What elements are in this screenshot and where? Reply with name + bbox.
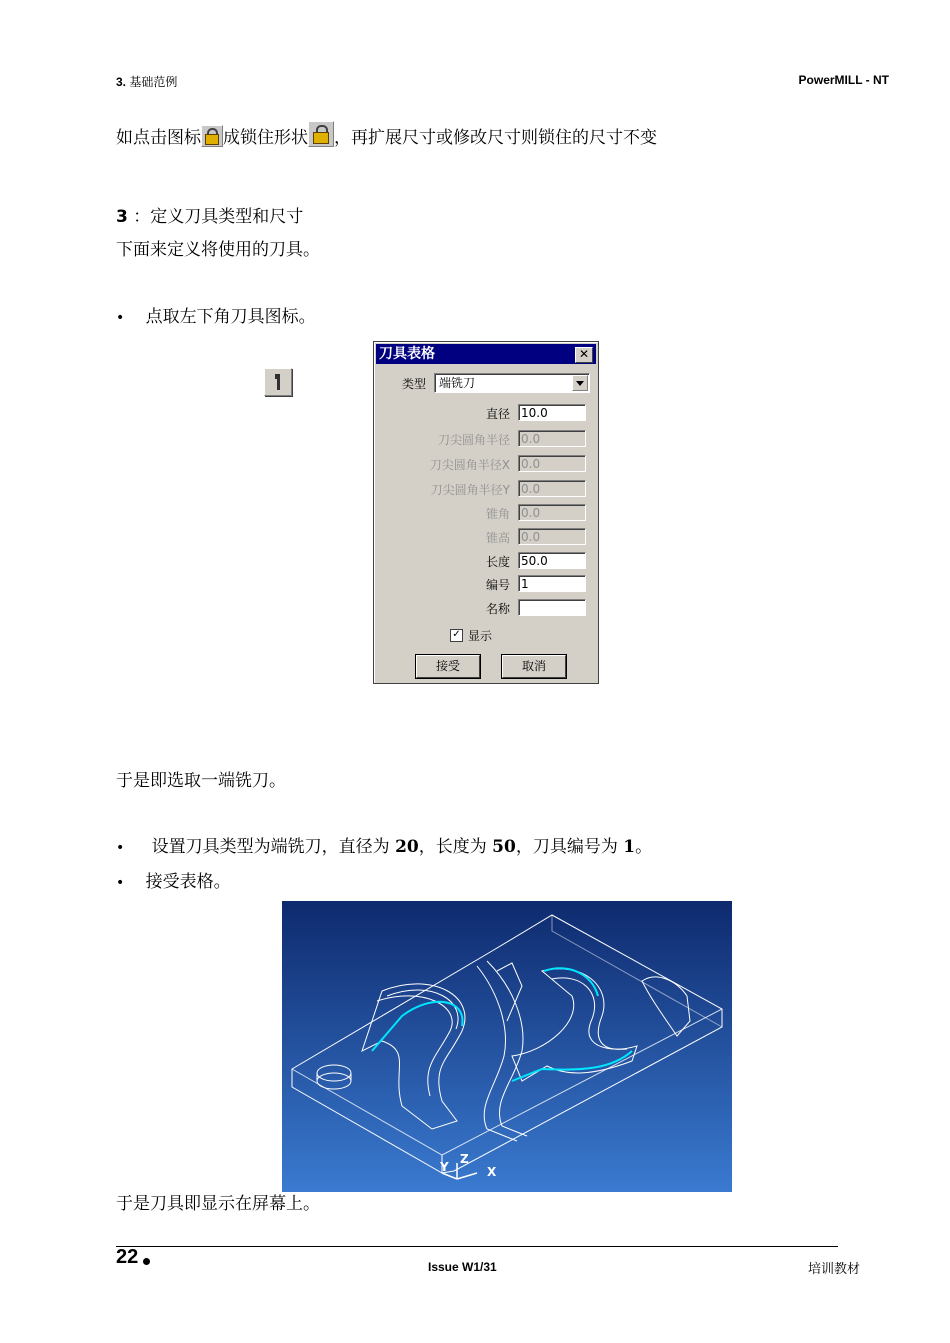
tip-radius-y-label: 刀尖圆角半径Y bbox=[430, 483, 510, 497]
chapter-heading bbox=[116, 73, 177, 90]
selection-note: 于是即选取一端铣刀。 bbox=[116, 771, 286, 791]
bullet-text: 设置刀具 bbox=[151, 837, 220, 857]
bullet-text: ， bbox=[515, 837, 533, 857]
step-number: 3 bbox=[116, 207, 128, 227]
chapter-number: 3. bbox=[116, 75, 127, 89]
taper-angle-field: 0.0 bbox=[518, 504, 586, 521]
step-heading bbox=[116, 206, 303, 228]
tip-radius-field: 0.0 bbox=[518, 430, 586, 447]
number-label: 编号 bbox=[485, 578, 510, 592]
training-label: 培训教材 bbox=[808, 1262, 861, 1277]
step-description: 下面来定义将使用的刀具。 bbox=[116, 240, 320, 260]
show-checkbox[interactable]: ✓ bbox=[450, 629, 463, 642]
bullet-text: 为 bbox=[600, 837, 624, 857]
cancel-button[interactable]: 取消 bbox=[502, 655, 566, 678]
page-dot bbox=[143, 1258, 150, 1265]
type-label: 类型 bbox=[401, 377, 426, 391]
accept-button[interactable]: 接受 bbox=[416, 655, 480, 678]
name-label: 名称 bbox=[485, 602, 510, 616]
length-label: 长度 bbox=[485, 555, 510, 569]
type-select-value: 端铣刀 bbox=[439, 376, 476, 390]
lock-text-2: 成锁住形状 bbox=[223, 128, 308, 148]
bullet-text: 为 bbox=[469, 837, 493, 857]
tip-radius-label: 刀尖圆角半径 bbox=[437, 433, 510, 447]
product-name: PowerMILL - NT bbox=[798, 73, 889, 87]
lock-text-1: 如点击图标 bbox=[116, 128, 201, 148]
bullet-text: 为 bbox=[253, 837, 271, 857]
number-field[interactable]: 1 bbox=[518, 575, 586, 592]
taper-height-field: 0.0 bbox=[518, 528, 586, 545]
bullet-item bbox=[116, 306, 316, 329]
diameter-field[interactable]: 10.0 bbox=[518, 404, 586, 421]
lock-text-3: ，再扩展尺寸或修改尺寸则锁住的尺寸不变 bbox=[334, 128, 657, 148]
name-field[interactable] bbox=[518, 599, 586, 616]
lock-closed-icon bbox=[308, 121, 334, 147]
axis-x-label: X bbox=[487, 1165, 497, 1179]
footer-rule bbox=[116, 1246, 838, 1247]
bullet-text-bold: 端铣刀 bbox=[270, 837, 322, 857]
bullet-item bbox=[116, 871, 231, 894]
bullet-text-bold: 长度 bbox=[435, 837, 470, 857]
bullet-text-bold: 类型 bbox=[219, 837, 254, 857]
bullet-text: ， bbox=[321, 837, 339, 857]
bullet-dot: • bbox=[116, 875, 125, 891]
bullet-item bbox=[116, 836, 652, 859]
bullet-text-bold: 直径 bbox=[338, 837, 373, 857]
diameter-label: 直径 bbox=[485, 407, 510, 421]
wireframe-model bbox=[282, 901, 732, 1192]
taper-angle-label: 锥角 bbox=[485, 507, 510, 521]
close-icon[interactable]: ✕ bbox=[575, 347, 593, 363]
tool-icon-button[interactable] bbox=[264, 368, 292, 396]
bullet-text: ， bbox=[418, 837, 436, 857]
bullet-text-bold: 1 bbox=[623, 837, 636, 857]
taper-height-label: 锥高 bbox=[485, 531, 510, 545]
bullet-text-bold: 20 bbox=[395, 837, 419, 857]
bullet-text: 为 bbox=[372, 837, 396, 857]
tip-radius-x-field: 0.0 bbox=[518, 455, 586, 472]
tip-radius-x-label: 刀尖圆角半径X bbox=[429, 458, 510, 472]
bullet-text-bold: 刀具 bbox=[230, 307, 265, 327]
tip-radius-y-field: 0.0 bbox=[518, 480, 586, 497]
axis-y-label: Y bbox=[440, 1160, 449, 1174]
issue-label: Issue W1/31 bbox=[428, 1260, 497, 1274]
dialog-titlebar bbox=[376, 344, 596, 364]
show-label: 显示 bbox=[468, 629, 493, 643]
bullet-text-bold: 接受 bbox=[145, 872, 180, 892]
bullet-dot: • bbox=[116, 840, 125, 856]
bullet-text-bold: 50 bbox=[492, 837, 516, 857]
display-note: 于是刀具即显示在屏幕上。 bbox=[116, 1194, 320, 1214]
bullet-text-pre: 点取左下角 bbox=[145, 307, 231, 327]
bullet-dot: • bbox=[116, 310, 125, 326]
bullet-text-bold: 刀具编号 bbox=[532, 837, 601, 857]
bullet-text: 。 bbox=[635, 837, 653, 857]
chapter-title: 基础范例 bbox=[129, 75, 178, 89]
lock-open-icon bbox=[201, 125, 223, 147]
tool-form-dialog bbox=[373, 341, 599, 684]
axis-z-label: Z bbox=[460, 1152, 469, 1166]
dialog-title: 刀具表格 bbox=[379, 346, 435, 362]
step-title: 定义刀具类型和尺寸 bbox=[150, 207, 304, 227]
type-select[interactable] bbox=[434, 373, 590, 393]
bullet-text-post: 图标。 bbox=[264, 307, 316, 327]
lock-instruction bbox=[116, 121, 657, 149]
chevron-down-icon[interactable] bbox=[572, 375, 588, 391]
page-number: 22 bbox=[116, 1246, 139, 1268]
length-field[interactable]: 50.0 bbox=[518, 552, 586, 569]
bullet-text-post: 表格。 bbox=[179, 872, 231, 892]
step-separator: ： bbox=[133, 207, 151, 227]
model-render-image bbox=[282, 901, 732, 1192]
